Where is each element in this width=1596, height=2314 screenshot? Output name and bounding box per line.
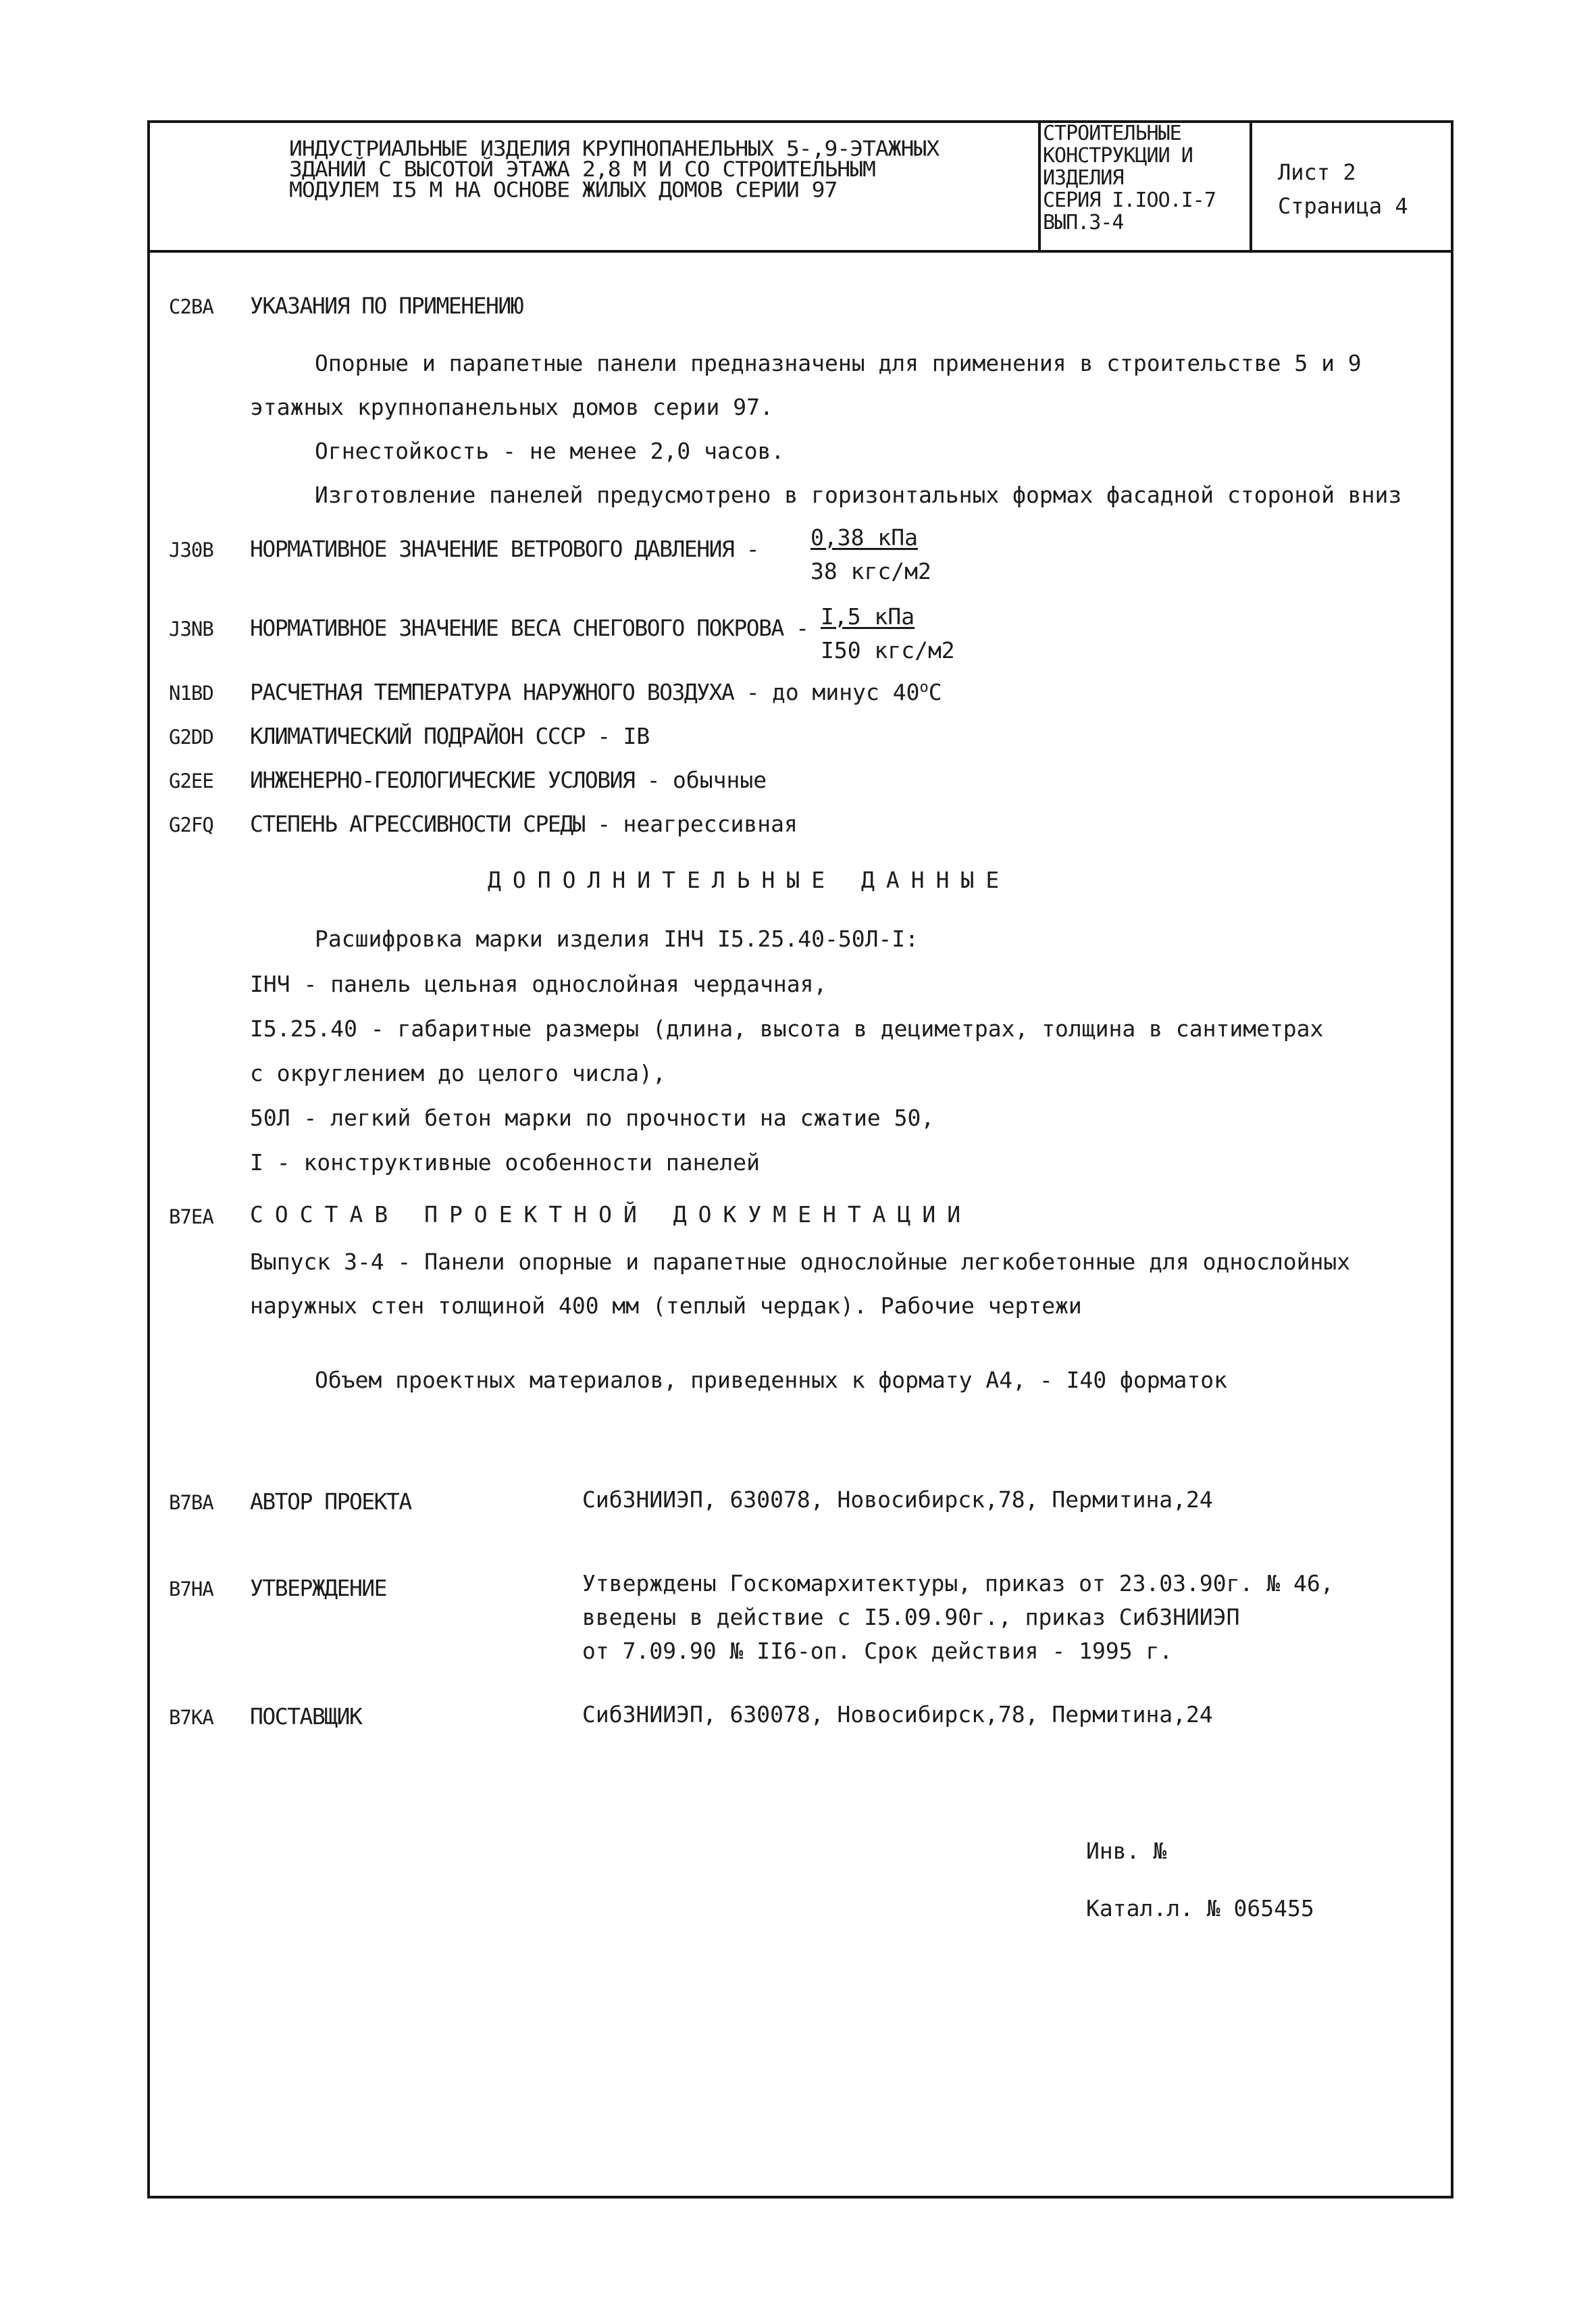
aggression-label: СТЕПЕНЬ АГРЕССИВНОСТИ СРЕДЫ - <box>250 811 610 837</box>
wind-label: НОРМАТИВНОЕ ЗНАЧЕНИЕ ВЕТРОВОГО ДАВЛЕНИЯ - <box>250 536 759 562</box>
aggression-code: G2FQ <box>169 813 213 836</box>
inventory-number: Инв. № <box>1086 1838 1167 1864</box>
temperature-label: РАСЧЕТНАЯ ТЕМПЕРАТУРА НАРУЖНОГО ВОЗДУХА - <box>250 679 759 705</box>
marking-line-3: с округлением до целого числа), <box>250 1060 666 1086</box>
climate-value: IВ <box>623 723 650 749</box>
page-number: Страница 4 <box>1278 193 1408 219</box>
aggression-row <box>250 811 798 837</box>
approval-line-2: введены в действие с I5.09.90г., приказ СибЗНИИЭП <box>582 1604 1240 1630</box>
series-block: СТРОИТЕЛЬНЫЕ КОНСТРУКЦИИ И ИЗДЕЛИЯ СЕРИЯ I.IOO.I-7 ВЫП.3-4 <box>1043 122 1216 234</box>
supplier-code: B7KA <box>169 1706 213 1729</box>
usage-para1-line2: этажных крупнопанельных домов серии 97. <box>250 394 773 420</box>
additional-heading: ДОПОЛНИТЕЛЬНЫЕ ДАННЫЕ <box>488 867 1011 893</box>
approval-line-3: от 7.09.90 № II6-оп. Срок действия - 1995 г. <box>582 1638 1173 1664</box>
usage-para1-line1: Опорные и парапетные панели предназначены для применения в строительстве 5 и 9 <box>315 350 1362 376</box>
wind-value-kpa: 0,38 кПа <box>810 524 918 551</box>
climate-label: КЛИМАТИЧЕСКИЙ ПОДРАЙОН СССР - <box>250 723 610 749</box>
documentation-line-1: Выпуск 3-4 - Панели опорные и парапетные однослойные легкобетонные для однослойных <box>250 1249 1351 1275</box>
documentation-code: B7EA <box>169 1205 213 1228</box>
wind-value-kgs: 38 кгс/м2 <box>810 558 931 584</box>
documentation-volume: Объем проектных материалов, приведенных к формату А4, - I40 форматок <box>315 1367 1228 1393</box>
marking-line-4: 50Л - легкий бетон марки по прочности на сжатие 50, <box>250 1105 935 1131</box>
approval-code: B7HA <box>169 1578 213 1601</box>
marking-line-5: I - конструктивные особенности панелей <box>250 1149 760 1176</box>
fire-resistance: Огнестойкость - не менее 2,0 часов. <box>315 438 785 464</box>
temperature-value: до минус 40 <box>771 679 920 705</box>
wind-code: J30B <box>169 538 213 561</box>
marking-line-1: IНЧ - панель цельная однослойная чердачная, <box>250 971 827 997</box>
approval-label: УТВЕРЖДЕНИЕ <box>250 1575 387 1601</box>
header-divider <box>147 250 1453 253</box>
degree-sign: о <box>919 679 929 696</box>
usage-heading: УКАЗАНИЯ ПО ПРИМЕНЕНИЮ <box>250 293 523 319</box>
snow-value-kgs: I50 кгс/м2 <box>821 637 955 663</box>
snow-code: J3NB <box>169 618 213 640</box>
temperature-unit: С <box>928 679 942 705</box>
supplier-value: СибЗНИИЭП, 630078, Новосибирск,78, Пермитина,24 <box>582 1701 1213 1728</box>
header-divider-left <box>1038 120 1041 251</box>
temperature-row <box>250 679 942 705</box>
geology-row <box>250 767 767 793</box>
documentation-line-2: наружных стен толщиной 400 мм (теплый чердак). Рабочие чертежи <box>250 1292 1082 1319</box>
sheet-number: Лист 2 <box>1278 159 1356 185</box>
author-value: СибЗНИИЭП, 630078, Новосибирск,78, Пермитина,24 <box>582 1486 1213 1513</box>
marking-line-2: I5.25.40 - габаритные размеры (длина, высота в дециметрах, толщина в сантиметрах <box>250 1015 1324 1042</box>
usage-code: C2BA <box>169 295 213 318</box>
approval-line-1: Утверждены Госкомархитектуры, приказ от 23.03.90г. № 46, <box>582 1570 1334 1596</box>
author-code: B7BA <box>169 1491 213 1514</box>
sheet-info <box>1278 155 1408 223</box>
supplier-label: ПОСТАВЩИК <box>250 1703 362 1730</box>
snow-value-kpa: I,5 кПа <box>821 603 915 630</box>
aggression-value: неагрессивная <box>623 811 798 837</box>
documentation-heading: СОСТАВ ПРОЕКТНОЙ ДОКУМЕНТАЦИИ <box>250 1201 973 1228</box>
climate-code: G2DD <box>169 726 213 749</box>
catalog-number: Катал.л. № 065455 <box>1086 1895 1314 1921</box>
climate-row <box>250 723 650 749</box>
marking-decode: Расшифровка марки изделия IНЧ I5.25.40-50Л-I: <box>315 926 919 952</box>
snow-label: НОРМАТИВНОЕ ЗНАЧЕНИЕ ВЕСА СНЕГОВОГО ПОКРОВА - <box>250 615 808 641</box>
document-title: ИНДУСТРИАЛЬНЫЕ ИЗДЕЛИЯ КРУПНОПАНЕЛЬНЫХ 5-,9-ЭТАЖНЫХ ЗДАНИЙ С ВЫСОТОЙ ЭТАЖА 2,8 М И СО СТРОИТЕЛЬНЫМ МОДУЛЕМ I5 М НА ОСНОВЕ ЖИЛЫХ ДОМОВ СЕРИИ 97 <box>289 136 939 203</box>
author-label: АВТОР ПРОЕКТА <box>250 1488 411 1515</box>
geology-code: G2EE <box>169 770 213 793</box>
geology-label: ИНЖЕНЕРНО-ГЕОЛОГИЧЕСКИЕ УСЛОВИЯ - <box>250 767 660 793</box>
geology-value: обычные <box>673 767 767 793</box>
header-divider-right <box>1250 120 1252 251</box>
temperature-code: N1BD <box>169 682 213 705</box>
manufacture-note: Изготовление панелей предусмотрено в горизонтальных формах фасадной стороной вниз <box>315 482 1402 508</box>
